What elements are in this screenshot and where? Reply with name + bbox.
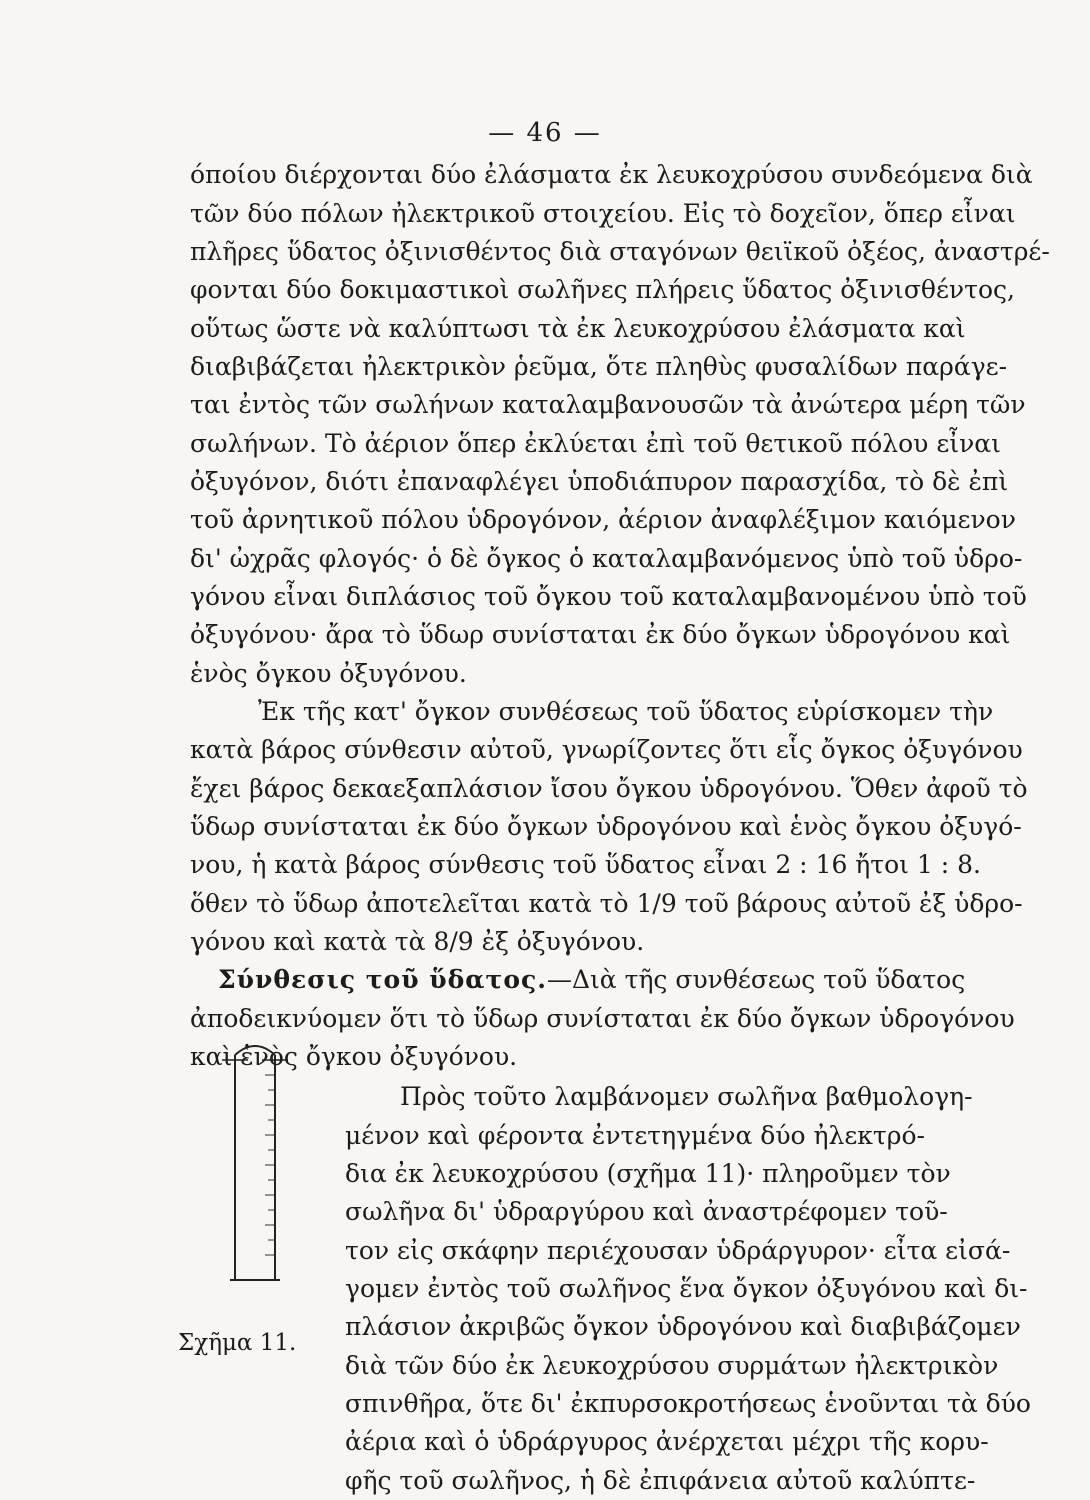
text-line: σωλήνων. Τὸ ἀέριον ὅπερ ἐκλύεται ἐπὶ τοῦ θετικοῦ πόλου εἶναι (190, 429, 1001, 458)
page-number: — 46 — (488, 118, 602, 148)
text-line: πλῆρες ὕδατος ὀξινισθέντος διὰ σταγόνων θειϊκοῦ ὀξέος, ἀναστρέ- (190, 237, 1050, 266)
text-line: Ἐκ τῆς κατ' ὄγκον συνθέσεως τοῦ ὕδατος εὑρίσκομεν τὴν (258, 697, 994, 726)
text-line: ὀξυγόνον, διότι ἐπαναφλέγει ὑποδιάπυρον παρασχίδα, τὸ δὲ ἐπὶ (190, 467, 1009, 496)
text-line: ἀποδεικνύομεν ὅτι τὸ ὕδωρ συνίσταται ἐκ δύο ὄγκων ὑδρογόνου (190, 1004, 1015, 1033)
text-line: ἀέρια καὶ ὁ ὑδράργυρος ἀνέρχεται μέχρι τῆς κορυ- (345, 1427, 989, 1456)
text-line: πλάσιον ἀκριβῶς ὄγκον ὑδρογόνου καὶ διαβιβάζομεν (345, 1312, 1021, 1341)
text-line: σπινθῆρα, ὅτε δι' ἐκπυρσοκροτήσεως ἑνοῦνται τὰ δύο (345, 1389, 1031, 1418)
eudiometer-tube-figure (210, 1035, 300, 1295)
text-line: δια ἐκ λευκοχρύσου (σχῆμα 11)· πληροῦμεν τὸν (345, 1159, 951, 1188)
text-line: διὰ τῶν δύο ἐκ λευκοχρύσου συρμάτων ἠλεκτρικὸν (345, 1351, 999, 1380)
text-line: ὕδωρ συνίσταται ἐκ δύο ὄγκων ὑδρογόνου καὶ ἑνὸς ὄγκου ὀξυγό- (190, 812, 1022, 841)
text-line: τοῦ ἀρνητικοῦ πόλου ὑδρογόνον, ἀέριον ἀναφλέξιμον καιόμενον (190, 505, 1016, 534)
section-heading: Σύνθεσις τοῦ ὕδατος. (218, 965, 547, 994)
text-line: όποίου διέρχονται δύο ἐλάσματα ἐκ λευκοχρύσου συνδεόμενα διὰ (190, 160, 1033, 189)
text-line: γόνου εἶναι διπλάσιος τοῦ ὄγκου τοῦ καταλαμβανομένου ὑπὸ τοῦ (190, 582, 1027, 611)
text-line: τῶν δύο πόλων ἠλεκτρικοῦ στοιχείου. Εἰς τὸ δοχεῖον, ὅπερ εἶναι (190, 199, 1016, 228)
figure-caption: Σχῆμα 11. (178, 1330, 297, 1356)
tube-top (235, 1046, 275, 1055)
text-line: ὀξυγόνου· ἄρα τὸ ὕδωρ συνίσταται ἐκ δύο ὄγκων ὑδρογόνου καὶ (190, 620, 1011, 649)
text-line: διαβιβάζεται ἠλεκτρικὸν ῥεῦμα, ὅτε πληθὺς φυσαλίδων παράγε- (190, 352, 1008, 381)
text-line: οὕτως ὥστε νὰ καλύπτωσι τὰ ἐκ λευκοχρύσου ἐλάσματα καὶ (190, 314, 966, 343)
text-line: ἔχει βάρος δεκαεξαπλάσιον ἴσου ὄγκου ὑδρογόνου. Ὅθεν ἀφοῦ τὸ (190, 774, 1028, 803)
text-line: τον εἰς σκάφην περιέχουσαν ὑδράργυρον· εἶτα εἰσά- (345, 1236, 1011, 1265)
text-line: κατὰ βάρος σύνθεσιν αὐτοῦ, γνωρίζοντες ὅτι εἷς ὄγκος ὀξυγόνου (190, 735, 1023, 764)
text-line: φονται δύο δοκιμαστικοὶ σωλῆνες πλήρεις ὕδατος ὀξινισθέντος, (190, 275, 1015, 304)
text-line: γόνου καὶ κατὰ τὰ 8/9 ἐξ ὀξυγόνου. (190, 927, 645, 956)
text-line: σωλῆνα δι' ὑδραργύρου καὶ ἀναστρέφομεν τοῦ- (345, 1197, 948, 1226)
text-line: δι' ὠχρᾶς φλογός· ὁ δὲ ὄγκος ὁ καταλαμβανόμενος ὑπὸ τοῦ ὑδρο- (190, 544, 1023, 573)
text-line: ται ἐντὸς τῶν σωλήνων καταλαμβανουσῶν τὰ ἀνώτερα μέρη τῶν (190, 390, 1026, 419)
text-line: νου, ἡ κατὰ βάρος σύνθεσις τοῦ ὕδατος εἶναι 2 : 16 ἤτοι 1 : 8. (190, 850, 981, 879)
text-line: ὅθεν τὸ ὕδωρ ἀποτελεῖται κατὰ τὸ 1/9 τοῦ βάρους αὐτοῦ ἐξ ὑδρο- (190, 889, 1023, 918)
text-line: μένον καὶ φέροντα ἐντετηγμένα δύο ἠλεκτρό- (345, 1121, 925, 1150)
section-heading-line (218, 965, 966, 995)
text-line: καὶ ἑνὸς ὄγκου ὀξυγόνου. (190, 1042, 518, 1071)
text-line: γομεν ἐντὸς τοῦ σωλῆνος ἕνα ὄγκον ὀξυγόνου καὶ δι- (345, 1274, 1028, 1303)
text-span: —Διὰ τῆς συνθέσεως τοῦ ὕδατος (546, 965, 966, 994)
text-line: Πρὸς τοῦτο λαμβάνομεν σωλῆνα βαθμολογη- (400, 1082, 973, 1111)
text-line: φῆς τοῦ σωλῆνος, ἡ δὲ ἐπιφάνεια αὐτοῦ καλύπτε- (345, 1466, 976, 1495)
text-line: ἑνὸς ὄγκου ὀξυγόνου. (190, 659, 467, 688)
